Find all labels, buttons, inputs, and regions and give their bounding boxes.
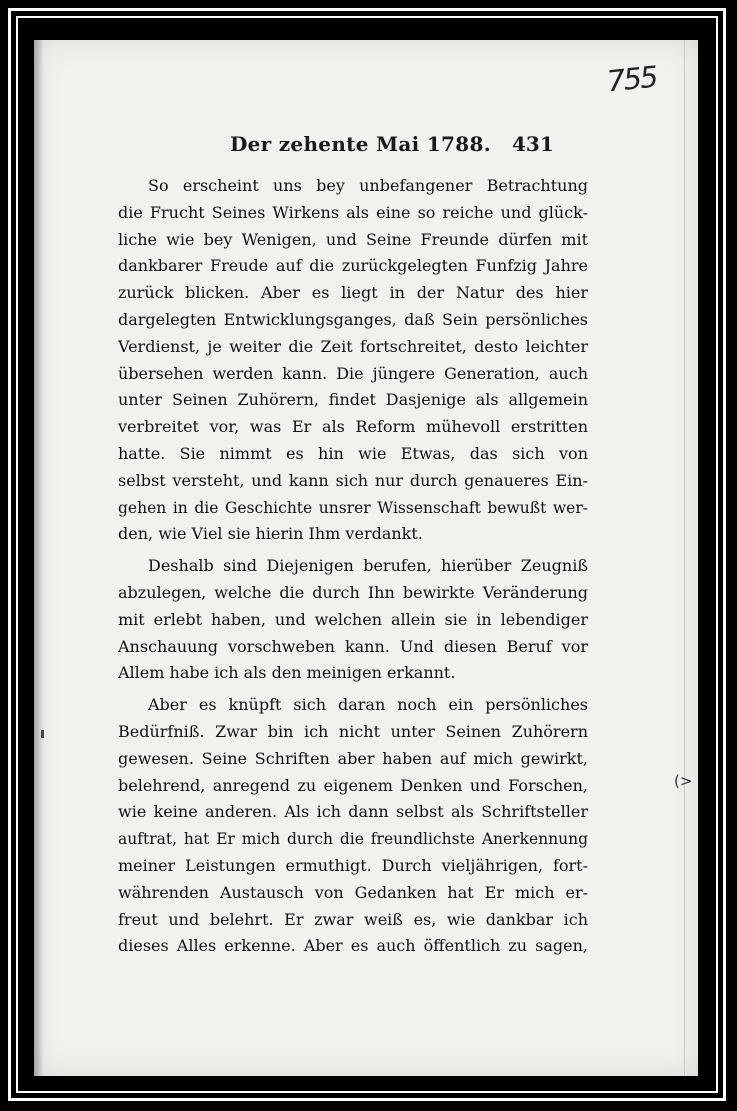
text-line: übersehen werden kann. Die jüngere Generation, auch bbox=[118, 363, 588, 383]
text-line: Bedürfniß. Zwar bin ich nicht unter Seinen Zuhörern bbox=[118, 721, 588, 741]
text-line: meiner Leistungen ermuthigt. Durch vieljährigen, fort- bbox=[118, 855, 588, 875]
text-line: hatte. Sie nimmt es hin wie Etwas, das sich von bbox=[118, 443, 588, 463]
page-edge bbox=[684, 40, 685, 1076]
text-line: mit erlebt haben, und welchen allein sie in lebendiger bbox=[118, 609, 588, 629]
text-line: Verdienst, je weiter die Zeit fortschreitet, desto leichter bbox=[118, 336, 588, 356]
text-line: auftrat, hat Er mich durch die freundlichste Anerkennung bbox=[118, 830, 588, 849]
paragraph bbox=[118, 173, 588, 548]
book-page bbox=[34, 40, 698, 1076]
text-line: belehrend, anregend zu eigenem Denken und Forschen, bbox=[118, 775, 588, 795]
running-title: Der zehente Mai 1788. bbox=[230, 132, 491, 156]
text-line: gehen in die Geschichte unsrer Wissenschaft bewußt wer- bbox=[118, 498, 588, 517]
text-line: Aber es knüpft sich daran noch ein persönliches bbox=[148, 695, 588, 715]
text-line: selbst versteht, und kann sich nur durch genaueres Ein- bbox=[118, 470, 588, 490]
text-line: währenden Austausch von Gedanken hat Er mich er- bbox=[118, 882, 588, 902]
spine-mark bbox=[41, 730, 44, 738]
margin-mark: (> bbox=[674, 772, 693, 790]
page-number: 431 bbox=[512, 132, 554, 156]
text-line: den, wie Viel sie hierin Ihm verdankt. bbox=[118, 524, 423, 544]
text-line: verbreitet vor, was Er als Reform mühevoll erstritten bbox=[118, 417, 588, 437]
text-line: wie keine anderen. Als ich dann selbst als Schriftsteller bbox=[118, 802, 588, 822]
text-line: dieses Alles erkenne. Aber es auch öffentlich zu sagen, bbox=[118, 936, 588, 956]
text-line: Allem habe ich als den meinigen erkannt. bbox=[118, 663, 456, 683]
text-line: abzulegen, welche die durch Ihn bewirkte Veränderung bbox=[118, 582, 588, 602]
text-line: zurück blicken. Aber es liegt in der Natur des hier bbox=[118, 283, 588, 303]
text-line: die Frucht Seines Wirkens als eine so reiche und glück- bbox=[118, 202, 588, 222]
paragraph bbox=[118, 692, 588, 960]
body-text bbox=[118, 173, 588, 960]
text-line: So erscheint uns bey unbefangener Betrachtung bbox=[148, 176, 588, 195]
text-line: Anschauung vorschweben kann. Und diesen Beruf vor bbox=[118, 636, 588, 656]
text-line: Deshalb sind Diejenigen berufen, hierüber Zeugniß bbox=[148, 556, 588, 576]
text-line: dargelegten Entwicklungsganges, daß Sein persönliches bbox=[118, 309, 588, 329]
page-header bbox=[230, 132, 560, 166]
text-line: liche wie bey Wenigen, und Seine Freunde dürfen mit bbox=[118, 229, 588, 249]
text-line: freut und belehrt. Er zwar weiß es, wie dankbar ich bbox=[118, 909, 588, 929]
text-line: gewesen. Seine Schriften aber haben auf mich gewirkt, bbox=[118, 748, 588, 768]
text-line: unter Seinen Zuhörern, findet Dasjenige als allgemein bbox=[118, 390, 588, 410]
text-line: dankbarer Freude auf die zurückgelegten Funfzig Jahre bbox=[118, 256, 588, 276]
handwritten-annotation: 755 bbox=[605, 59, 659, 99]
paragraph bbox=[118, 553, 588, 687]
